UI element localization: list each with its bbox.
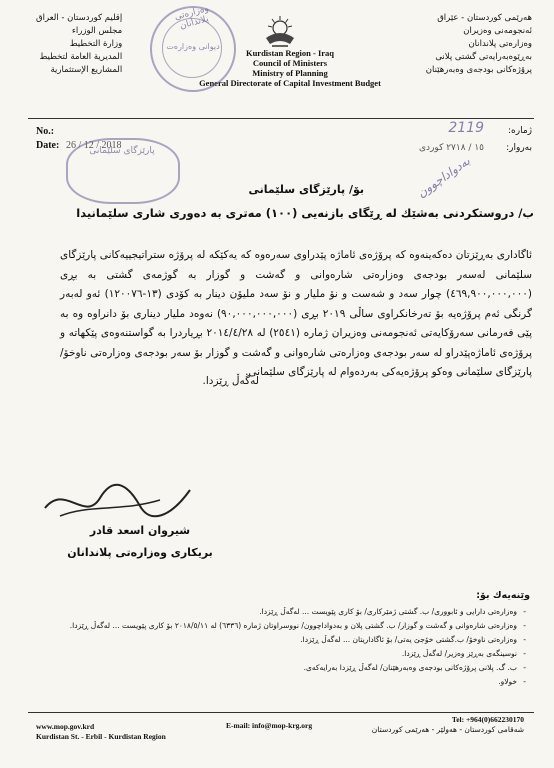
header-divider [28, 118, 534, 119]
letter-paragraph: ئاگاداری بەڕێزتان دەكەینەوە كە پرۆژەی ئاماژە پێدراوی سەرەوە كە یەكێكە لە پرۆژە ستراتیجییەكانی پارێزگای سلێمانی لەسەر بودجەی وەزارەتی شارەوانی و گەشت و گوزار بە گوژمەی گشتی بە بڕی (٤٦٩,٩٠٠,٠٠٠,٠٠٠) چوار سەد و شەست و نۆ ملیار و نۆ سەد ملیۆن دینار بە كۆدی (١٣-١٢٠٠٧٦) ئەو لەبەر گرنگی ئەم پرۆژەیە بۆ تەرخانكراوی ساڵی ٢٠١٩ بڕی (٩٠,٠٠٠,٠٠٠,٠٠٠) نەوەد ملیار دیناری بۆ دانراوە وە بە پێی فەرمانی سەرۆكایەتی ئەنجومەنی وەزیران ژمارە (٢٥٤١) لە ٢٠١٤/٤/٢٨ بڕیاردرا بە گواستنەوەی پێكهاتە و پرۆژەی ئاماژەپێدراو لە سەر بودجەی وەزارەتی شارەوانی و گەشت و گوزار بۆ سەر بودجەی وەزارەتی ناوخۆ/ پارێزگای سلێمانی وەكو پرۆژەیەكی بەردەوام لە پارێزگای سلێمانی. [60, 249, 533, 378]
header-arabic-line: وزارة التخطيط [69, 39, 123, 49]
footer-contact-right [372, 715, 524, 735]
header-english-line: Kurdistan Region - Iraq [245, 48, 335, 58]
footer-contact-left [36, 722, 166, 742]
header-arabic-line: مجلس الوزراء [71, 26, 123, 36]
header-kurdish-line: هەرێمی كوردستان - عێراق [437, 13, 532, 23]
signatory-title: بریكاری وەزارەتی پلاندانان [67, 546, 213, 559]
handwritten-note: بەدواداچوون [414, 153, 473, 201]
handwritten-signature-icon [40, 478, 200, 528]
letter-body [60, 246, 532, 383]
header-arabic-line: المشاريع الإستثمارية [50, 65, 123, 75]
footer-website: www.mop.gov.krd [36, 722, 95, 731]
cc-item: - وەزارەتی دارایی و ئابووری/ ب. گشتی ژمێرکاری/ بۆ کاری پێویست ... لەگەڵ ڕێزدا. [36, 606, 526, 618]
footer-divider [28, 712, 534, 713]
header-arabic-block [36, 12, 122, 77]
header-arabic-line: المديرية العامة لتخطيط [39, 52, 123, 62]
header-kurdish-line: بەڕێوەبەرایەتی گشتی پلانی [435, 52, 532, 62]
date-label-kurdish: بەروار: [506, 143, 532, 153]
number-label: No.: [36, 126, 55, 137]
header-english-line: Council of Ministers [252, 58, 328, 68]
header-kurdish-line: وەزارەتی پلاندانان [468, 39, 532, 49]
header-arabic-line: إقليم كوردستان - العراق [36, 13, 123, 23]
header-english-line: Ministry of Planning [252, 68, 328, 78]
footer-telephone: Tel: +964(0)662230170 [451, 715, 524, 724]
header-kurdish-line: پرۆژەكانی بودجەی وەبەرهێنان [425, 65, 532, 75]
cc-item: - وەزارەتی ناوخۆ/ ب.گشتی خۆجێ یەتی/ بۆ ئاگاداریتان ... لەگەڵ ڕێزدا. [36, 634, 526, 646]
cc-title: وێنەیەك بۆ: [476, 590, 530, 601]
header-kurdish-line: ئەنجومەنی وەزیران [463, 26, 532, 36]
number-label-kurdish: ژمارە: [507, 126, 532, 136]
letter-subject: ب/ دروستكردنی بەشێك لە ڕێگای بازنەیی (١٠٠) مەتری بە دەوری شاری سلێمانیدا [76, 206, 534, 220]
footer-address-kurdish: شەقامی كوردستان - هەولێر - هەرێمی كوردستان [371, 725, 524, 734]
cc-item: - وەزارەتی شارەوانی و گەشت و گوزار/ ب. گشتی پلان و بەدواداچوون/ نووسراوتان ژمارە (٦٣٣٦) لە ٢٠١٨/٥/١١ بۆ کاری پێویست ... لەگەڵ ڕێزدا. [36, 620, 526, 632]
cc-list [36, 606, 526, 690]
date-value: 26 / 12 / 2018 [66, 140, 122, 151]
cc-item: - خولاو. [36, 676, 526, 688]
header-english-line: General Directorate of Capital Investment Budget [199, 78, 381, 88]
ministry-stamp-text: وەزارەتی پلاندانان [173, 3, 210, 32]
footer-address: Kurdistan St. - Erbil - Kurdistan Region [36, 732, 166, 741]
governorate-stamp-text: پارێزگای سلێمانی [89, 146, 155, 156]
number-value-handwritten: 2119 [448, 120, 484, 136]
date-value-kurdish: ١٥ / ٢٧١٨ كوردی [419, 143, 484, 153]
footer-email: E-mail: info@mop-krg.org [226, 721, 313, 730]
header-kurdish-block [426, 12, 532, 77]
cc-item: - نوسینگەی بەڕێز وەزیر/ لەگەڵ ڕێزدا. [36, 648, 526, 660]
date-label: Date: [36, 140, 60, 151]
signatory-name: شیروان اسعد قادر [89, 524, 191, 537]
ministry-stamp-subtext: دیوانی وەزارەت [166, 42, 220, 51]
letter-regards: لەگەڵ ڕێزدا. [202, 375, 259, 387]
addressee: بۆ/ پارێزگای سلێمانی [248, 183, 364, 196]
cc-item: - ب. گ. پلانی پرۆژەکانی بودجەی وەبەرهێنان/ لەگەڵ ڕێزدا بەرایەکەی. [36, 662, 526, 674]
kurdistan-emblem-icon [262, 14, 298, 50]
